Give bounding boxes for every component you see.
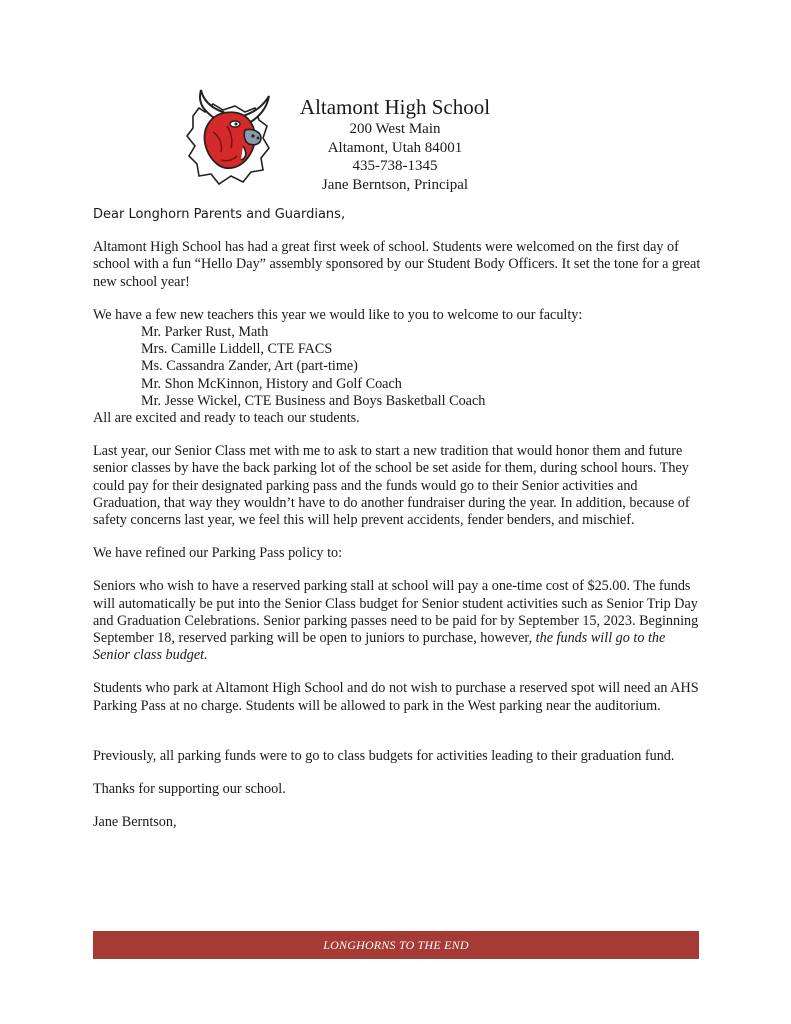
signature: Jane Berntson, bbox=[93, 814, 177, 831]
new-teachers-intro: We have a few new teachers this year we would like to you to welcome to our faculty: bbox=[93, 306, 583, 323]
school-name: Altamont High School bbox=[299, 95, 491, 119]
principal-name: Jane Berntson, Principal bbox=[321, 176, 469, 193]
longhorn-logo bbox=[183, 86, 279, 186]
street-address: 200 West Main bbox=[349, 121, 441, 137]
previous-policy-paragraph: Previously, all parking funds were to go to class budgets for activities leading to their graduation fund. bbox=[93, 747, 675, 764]
footer-motto: LONGHORNS TO THE END bbox=[323, 937, 469, 952]
policy-main-text: Seniors who wish to have a reserved parking stall at school will pay a one-time cost of $25.00. The funds will automatically be put into the Senior Class budget for Senior student activities such as Senior Trip Day and Graduation Celebrations. Senior parking passes need to be paid for by September 15, 2023. Beginning September 18, reserved parking will be open to juniors to purchase, however, bbox=[93, 578, 699, 647]
letter-body bbox=[93, 206, 705, 831]
intro-paragraph: Altamont High School has had a great first week of school. Students were welcomed on the first day of school with a fun “Hello Day” assembly sponsored by our Student Body Officers. It set the tone for a great new school year! bbox=[93, 239, 701, 290]
salutation: Dear Longhorn Parents and Guardians, bbox=[93, 207, 346, 222]
senior-parking-paragraph: Last year, our Senior Class met with me to ask to start a new tradition that would honor them and future senior classes by have the back parking lot of the school be set aside for them, during school hours. They could pay for their designated parking pass and the funds would go to their Senior activities and Graduation, that way they wouldn’t have to do another fundraiser during the year. In addition, because of safety concerns last year, we feel this will help prevent accidents, fender benders, and mischief. bbox=[93, 443, 690, 529]
teacher-list-item: Mr. Jesse Wickel, CTE Business and Boys Basketball Coach bbox=[141, 392, 486, 409]
teacher-list-item: Mr. Shon McKinnon, History and Golf Coach bbox=[141, 375, 402, 392]
city-state-zip: Altamont, Utah 84001 bbox=[327, 139, 463, 156]
policy-paragraph bbox=[93, 578, 705, 664]
longhorn-bull-mascot-icon bbox=[183, 86, 279, 186]
teacher-list-item: Ms. Cassandra Zander, Art (part-time) bbox=[141, 358, 358, 375]
policy-emphasis-text: the funds will go to the Senior class budget. bbox=[93, 630, 666, 664]
free-pass-paragraph: Students who park at Altamont High School and do not wish to purchase a reserved spot will need an AHS Parking Pass at no charge. Students will be allowed to park in the West parking near the auditorium. bbox=[93, 680, 699, 714]
teacher-list-item: Mrs. Camille Liddell, CTE FACS bbox=[141, 341, 333, 358]
teachers-outro: All are excited and ready to teach our students. bbox=[93, 410, 360, 427]
phone-number: 435-738-1345 bbox=[352, 158, 438, 174]
letterhead bbox=[280, 94, 510, 194]
teacher-list-item: Mr. Parker Rust, Math bbox=[141, 324, 269, 341]
policy-intro: We have refined our Parking Pass policy to: bbox=[93, 545, 343, 562]
thanks-line: Thanks for supporting our school. bbox=[93, 781, 286, 798]
footer-bar bbox=[93, 931, 699, 959]
